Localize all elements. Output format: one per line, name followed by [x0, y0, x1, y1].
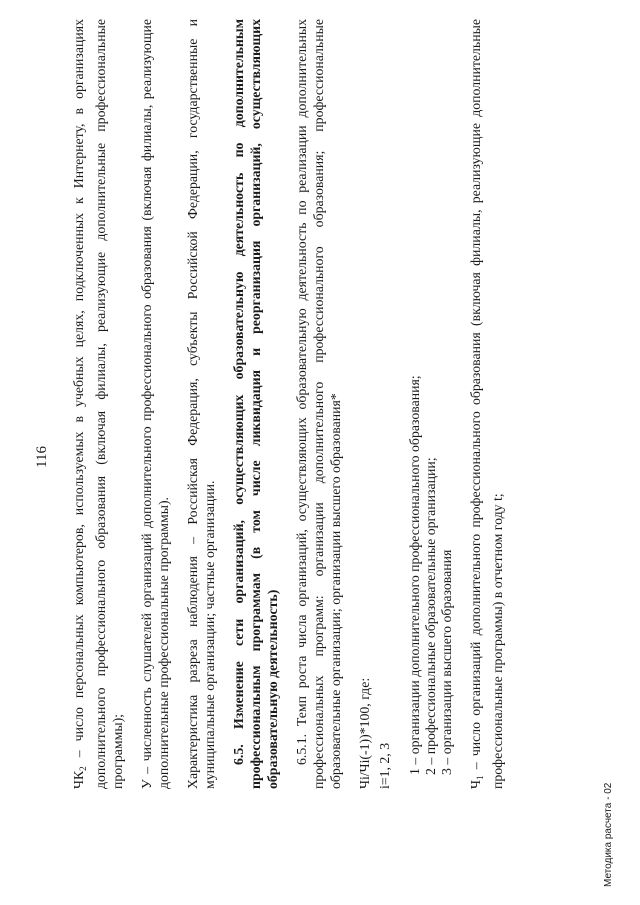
ck-symbol: ЧК [71, 770, 86, 789]
ck-definition: – число персональных компьютеров, используемых в учебных целях, подключенных к Интернету, в организациях дополнительного профессионального образования (включая филиалы, реализующие дополнительные профессиональные программы); [71, 19, 125, 789]
body-text [70, 19, 518, 789]
ch-symbol: Ч [468, 780, 483, 789]
list-item: 2 – профессиональные образовательные организации; [423, 457, 438, 775]
ch-definition: – число организаций дополнительного профессионального образования (включая филиалы, реализующие дополнительные профессиональные программы) в отчетном году t; [468, 19, 505, 789]
index-list [407, 19, 455, 789]
section-heading: 6.5. Изменение сети организаций, осуществляющих образовательную деятельность по дополнительным профессиональным программам (в том числе ликвидация и реорганизация организаций, осуществляющих образовательную деятельность) [231, 19, 280, 789]
ch-subscript: 1 [475, 775, 485, 781]
formula: Чi/Чi(-1))*100, где: [357, 677, 372, 789]
paragraph-6-5-1: 6.5.1. Темп роста числа организаций, осуществляющих образовательную деятельность по реализации дополнительных профессиональных программ: организации дополнительного профессионального образования; профессиональные образовательные организации; организации высшего образования* [294, 19, 343, 789]
ck-subscript: 2 [78, 766, 88, 771]
paragraph-observation-breakdown: Характеристика разреза наблюдения – Российская Федерация, субъекты Российской Федерации, государственные и муниципальные организации; частные организации. [185, 19, 217, 789]
page-number: 116 [34, 446, 50, 468]
paragraph-ck2 [70, 19, 126, 789]
paragraph-ch1 [467, 19, 506, 789]
paragraph-u-definition: У – численность слушателей организаций дополнительного профессионального образования (включая филиалы, реализующие дополнительные профессиональные программы). [139, 19, 171, 789]
footer-note: Методика расчета - 02 [603, 782, 614, 887]
index-range: i=1, 2, 3 [377, 742, 392, 789]
list-item: 3 – организации высшего образования [439, 549, 454, 775]
list-item: 1 – организации дополнительного профессионального образования; [407, 375, 422, 775]
